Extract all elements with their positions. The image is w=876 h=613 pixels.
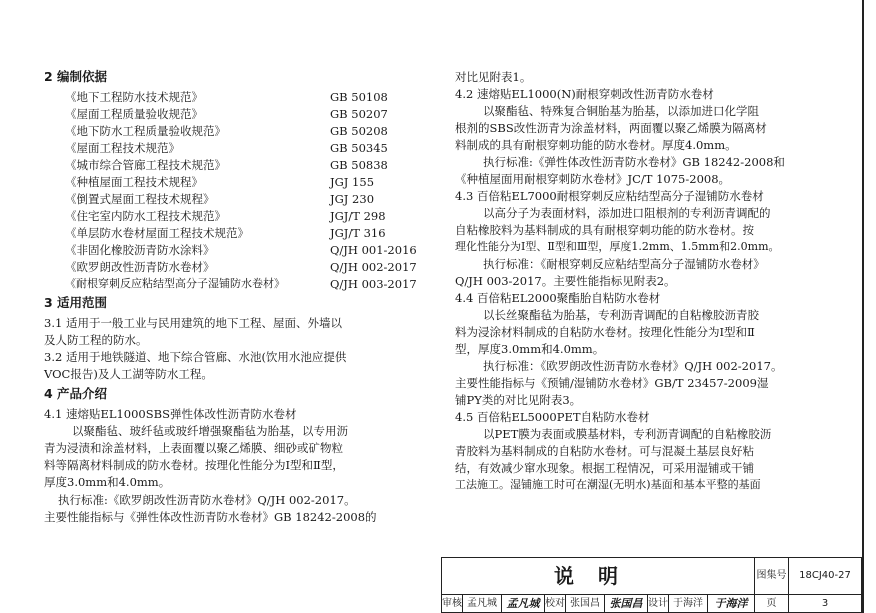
section-4-1-heading: 4.1 速熔贴EL1000SBS弹性体改性沥青防水卷材 xyxy=(44,407,297,421)
body-line: 以PET膜为表面或膜基材料，专利沥青调配的自粘橡胶沥 xyxy=(483,427,772,441)
section-4-1-line: 执行标准:《欧罗朗改性沥青防水卷材》Q/JH 002-2017。 xyxy=(58,493,356,507)
body-line: Q/JH 003-2017。主要性能指标见附表2。 xyxy=(455,274,676,288)
section-3-heading: 3 适用范围 xyxy=(44,295,108,310)
section-4-1-line: 以聚酯毡、玻纤毡或玻纤增强聚酯毡为胎基，以专用沥 xyxy=(72,424,348,438)
section-2-heading: 2 编制依据 xyxy=(44,69,108,84)
standard-code: Q/JH 001-2016 xyxy=(330,243,417,257)
page-label-cell xyxy=(754,594,789,613)
section-4-1-line: 厚度3.0mm和4.0mm。 xyxy=(44,475,171,489)
section-4-2-heading: 4.2 速熔贴EL1000(N)耐根穿刺改性沥青防水卷材 xyxy=(455,87,714,101)
standard-code: GB 50207 xyxy=(330,107,388,121)
body-line: 主要性能指标与《预铺/湿铺防水卷材》GB/T 23457-2009湿 xyxy=(455,376,769,390)
body-line: 《种植屋面用耐根穿刺防水卷材》JC/T 1075-2008。 xyxy=(455,172,731,186)
atlas-label-cell xyxy=(754,557,789,595)
designer-name: 于海洋 xyxy=(673,597,703,609)
standard-name: 《欧罗朗改性沥青防水卷材》 xyxy=(65,260,215,274)
section-4-1-line: 主要性能指标与《弹性体改性沥青防水卷材》GB 18242-2008的 xyxy=(44,510,377,524)
check-label: 校对 xyxy=(545,597,565,609)
atlas-number-cell xyxy=(788,557,862,595)
review-label: 审核 xyxy=(442,597,462,609)
standard-name: 《耐根穿刺反应粘结型高分子湿铺防水卷材》 xyxy=(65,277,285,290)
page-frame-right-border xyxy=(862,0,864,613)
standard-name: 《地下防水工程质量验收规范》 xyxy=(65,124,226,138)
reviewer-name: 孟凡城 xyxy=(467,597,497,609)
section-4-heading: 4 产品介绍 xyxy=(44,386,108,401)
standard-name: 《倒置式屋面工程技术规程》 xyxy=(65,192,215,206)
designer-signature: 于海洋 xyxy=(714,597,748,610)
checker-name: 张国昌 xyxy=(570,597,600,609)
body-line: 执行标准:《弹性体改性沥青防水卷材》GB 18242-2008和 xyxy=(483,155,785,169)
body-line: 料为浸涂材料制成的自粘防水卷材。按理化性能分为Ⅰ型和Ⅱ xyxy=(455,325,755,339)
title-block xyxy=(441,557,862,613)
standard-code: Q/JH 003-2017 xyxy=(330,277,417,291)
body-line: 自粘橡胶料为基料制成的具有耐根穿刺功能的防水卷材。按 xyxy=(455,223,754,237)
body-line: 以聚酯毡、特殊复合铜胎基为胎基，以添加进口化学阻 xyxy=(483,104,759,118)
body-line: 工法施工。湿铺施工时可在潮湿(无明水)基面和基本平整的基面 xyxy=(455,478,761,491)
standard-code: GB 50208 xyxy=(330,124,388,138)
body-line: 料制成的具有耐根穿刺功能的防水卷材。厚度4.0mm。 xyxy=(455,138,737,152)
reviewer-cell xyxy=(462,594,502,613)
section-3-line: VOC报告)及人工湖等防水工程。 xyxy=(44,367,213,381)
body-line: 青胶料为基料制成的自粘防水卷材。可与混凝土基层良好粘 xyxy=(455,444,754,458)
section-4-3-heading: 4.3 百倍粘EL7000耐根穿刺反应粘结型高分子湿铺防水卷材 xyxy=(455,189,764,203)
designer-signature-cell xyxy=(707,594,755,613)
drawing-title-cell xyxy=(441,557,755,595)
standard-code: GB 50108 xyxy=(330,90,388,104)
checker-signature-cell xyxy=(604,594,648,613)
standard-name: 《屋面工程质量验收规范》 xyxy=(65,107,203,121)
page-label: 页 xyxy=(766,597,777,609)
body-line: 结，有效减少窜水现象。根据工程情况，可采用湿铺或干铺 xyxy=(455,461,754,475)
page-number-cell xyxy=(788,594,862,613)
standard-code: JGJ 155 xyxy=(330,175,375,189)
design-label-cell xyxy=(647,594,669,613)
review-label-cell xyxy=(441,594,463,613)
section-4-1-line: 料等隔离材料制成的防水卷材。按理化性能分为Ⅰ型和Ⅱ型， xyxy=(44,458,344,472)
body-line: 型，厚度3.0mm和4.0mm。 xyxy=(455,342,605,356)
standard-name: 《住宅室内防水工程技术规范》 xyxy=(65,209,226,223)
body-line: 以高分子为表面材料，添加进口阻根剂的专利沥青调配的 xyxy=(483,206,771,220)
standard-code: GB 50838 xyxy=(330,158,388,172)
atlas-label: 图集号 xyxy=(756,570,787,581)
standard-code: JGJ/T 298 xyxy=(330,209,386,223)
standard-code: JGJ/T 316 xyxy=(330,226,386,240)
body-line: 执行标准：《耐根穿刺反应粘结型高分子湿铺防水卷材》 xyxy=(483,257,765,271)
standard-name: 《地下工程防水技术规范》 xyxy=(65,90,203,104)
standard-code: Q/JH 002-2017 xyxy=(330,260,417,274)
section-4-5-heading: 4.5 百倍粘EL5000PET自粘防水卷材 xyxy=(455,410,650,424)
body-line: 理化性能分为Ⅰ型、Ⅱ型和Ⅲ型，厚度1.2mm、1.5mm和2.0mm。 xyxy=(455,240,780,253)
standard-name: 《屋面工程技术规范》 xyxy=(65,141,180,155)
checker-cell xyxy=(565,594,605,613)
body-line: 铺PY类的对比见附表3。 xyxy=(455,393,582,407)
reviewer-signature-cell xyxy=(501,594,545,613)
body-line: 根剂的SBS改性沥青为涂盖材料，两面覆以聚乙烯膜为隔离材 xyxy=(455,121,767,135)
drawing-title: 说明 xyxy=(554,564,642,588)
standard-name: 《非固化橡胶沥青防水涂料》 xyxy=(65,243,215,257)
standard-name: 《单层防水卷材屋面工程技术规范》 xyxy=(65,226,249,240)
standard-code: GB 50345 xyxy=(330,141,388,155)
check-label-cell xyxy=(544,594,566,613)
section-3-line: 及人防工程的防水。 xyxy=(44,333,148,347)
section-4-1-line: 青为浸渍和涂盖材料，上表面覆以聚乙烯膜、细砂或矿物粒 xyxy=(44,441,343,455)
body-line: 以长丝聚酯毡为胎基，专利沥青调配的自粘橡胶沥青胶 xyxy=(483,308,759,322)
section-4-4-heading: 4.4 百倍粘EL2000聚酯胎自粘防水卷材 xyxy=(455,291,661,305)
section-3-line: 3.1 适用于一般工业与民用建筑的地下工程、屋面、外墙以 xyxy=(44,316,342,330)
body-line: 对比见附表1。 xyxy=(455,70,532,84)
body-line: 执行标准：《欧罗朗改性沥青防水卷材》Q/JH 002-2017。 xyxy=(483,359,783,373)
reviewer-signature: 孟凡城 xyxy=(506,597,540,610)
standard-code: JGJ 230 xyxy=(330,192,375,206)
section-3-line: 3.2 适用于地铁隧道、地下综合管廊、水池(饮用水池应提供 xyxy=(44,350,347,364)
designer-cell xyxy=(668,594,708,613)
atlas-number: 18CJ40-27 xyxy=(799,570,851,581)
standard-name: 《城市综合管廊工程技术规范》 xyxy=(65,158,226,172)
checker-signature: 张国昌 xyxy=(609,597,643,610)
standard-name: 《种植屋面工程技术规程》 xyxy=(65,175,203,189)
design-label: 设计 xyxy=(648,597,668,609)
page-number: 3 xyxy=(821,597,829,609)
